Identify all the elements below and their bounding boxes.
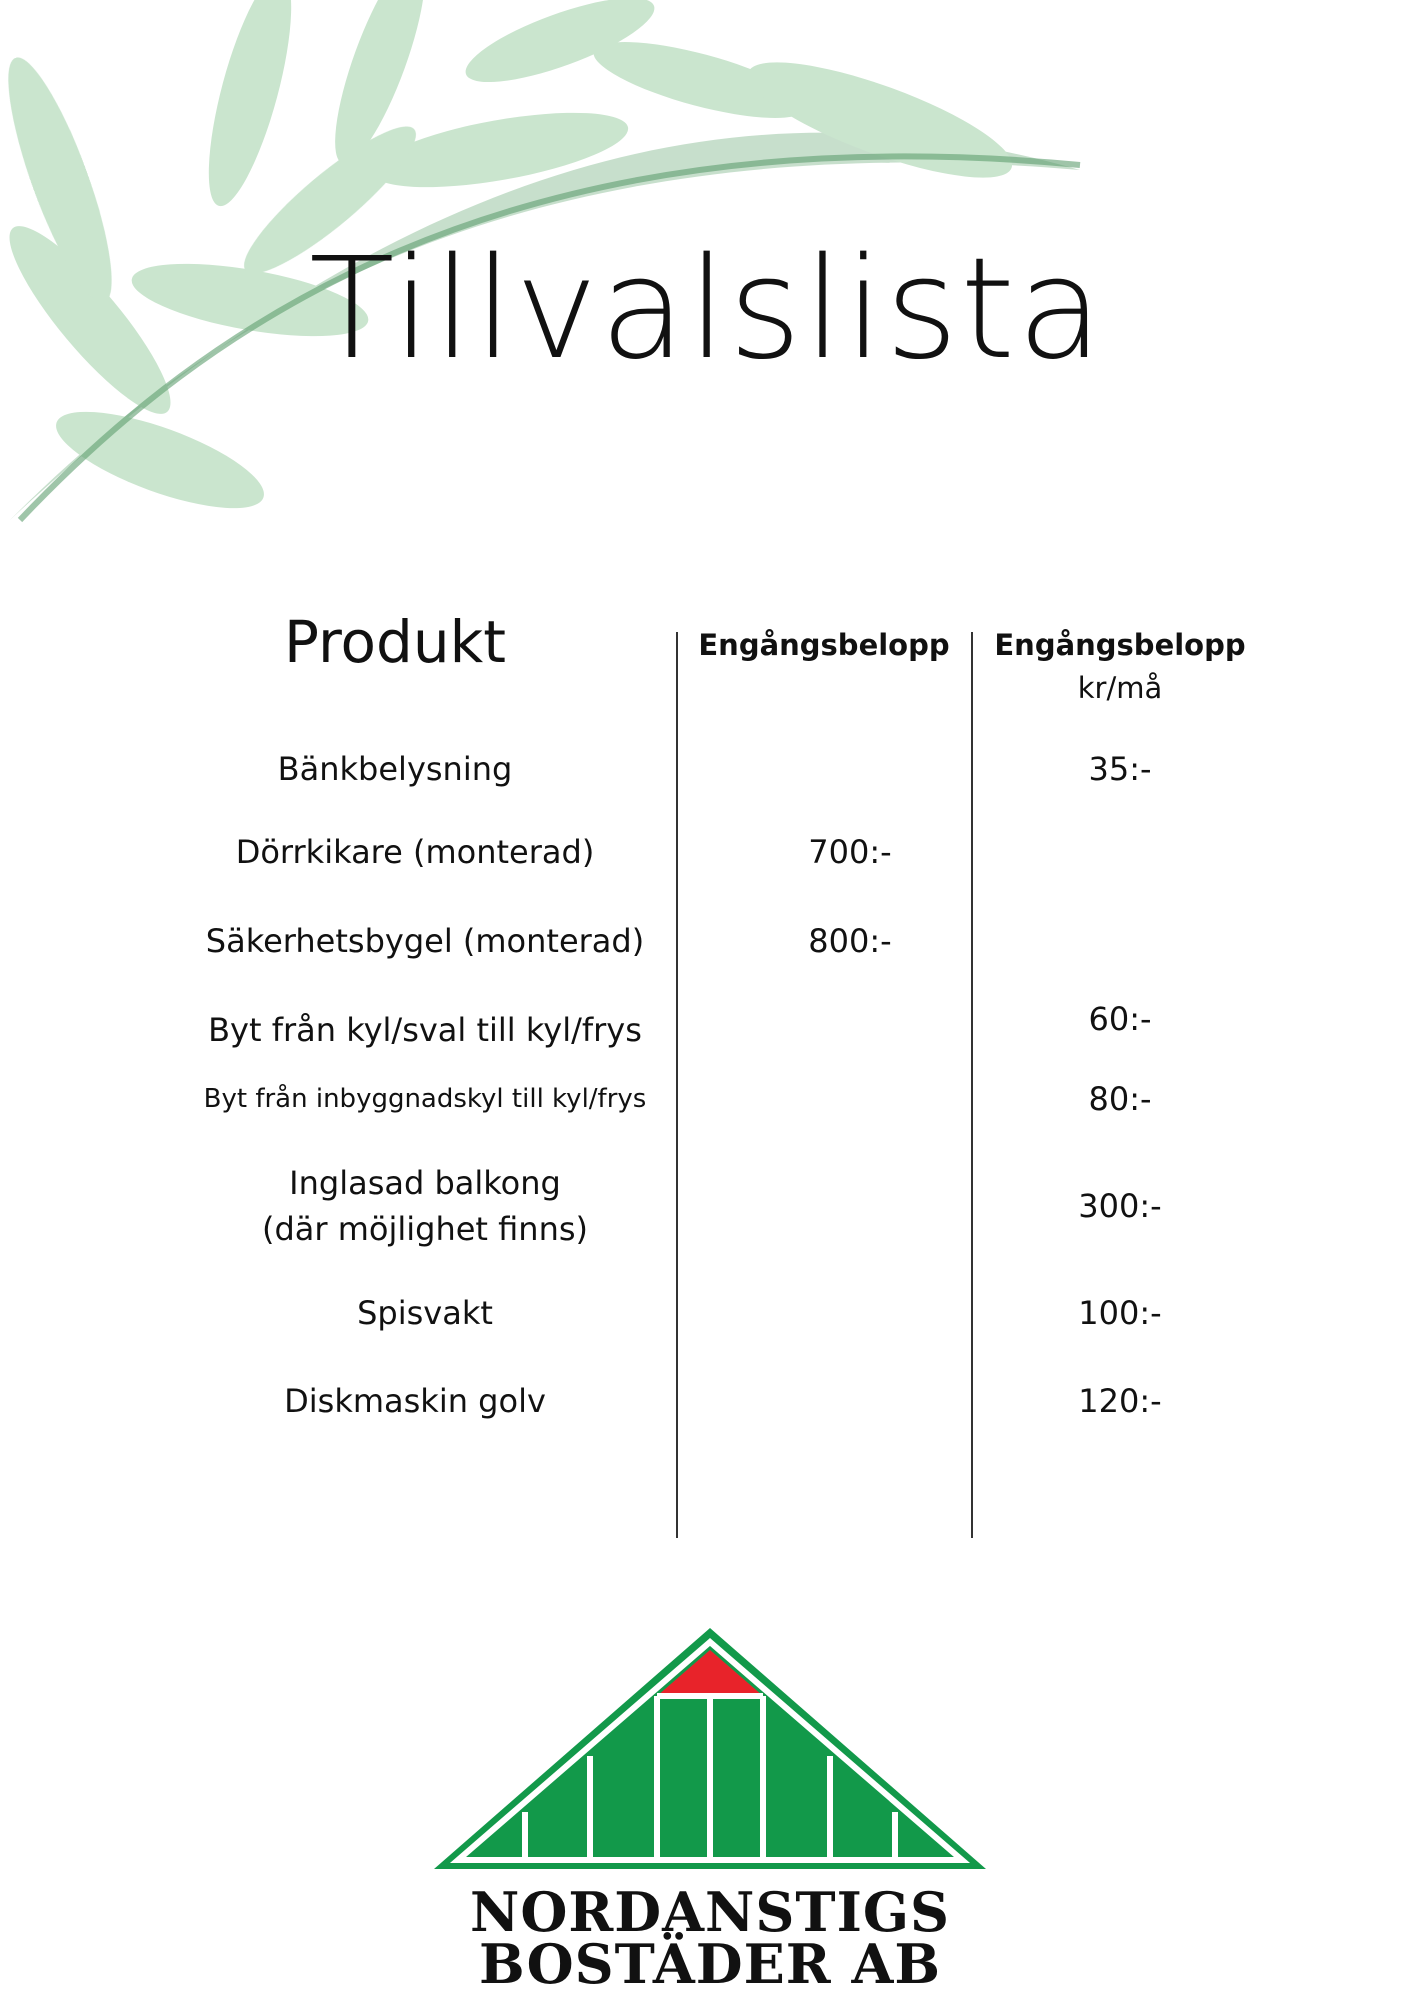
product-name: Säkerhetsbygel (monterad) [205, 922, 645, 960]
one-time-price: 700:- [808, 833, 892, 871]
monthly-price: 120:- [1078, 1382, 1162, 1420]
header-monthly-unit: kr/må [1077, 671, 1163, 705]
header-one-time: Engångsbelopp [698, 628, 950, 662]
column-divider [971, 632, 973, 1538]
product-name: Dörrkikare (monterad) [235, 833, 595, 871]
product-name: Inglasad balkong [289, 1164, 561, 1202]
header-product: Produkt [284, 608, 506, 676]
monthly-price: 100:- [1078, 1294, 1162, 1332]
logo-text-line2: BOSTÄDER AB [478, 1932, 941, 1996]
product-name: Byt från kyl/sval till kyl/frys [208, 1011, 642, 1049]
product-name: Diskmaskin golv [284, 1382, 546, 1420]
product-name: Byt från inbyggnadskyl till kyl/frys [203, 1084, 647, 1114]
product-name: Bänkbelysning [277, 750, 513, 788]
monthly-price: 300:- [1078, 1187, 1162, 1225]
one-time-price: 800:- [808, 922, 892, 960]
monthly-price: 80:- [1088, 1080, 1152, 1118]
monthly-price: 35:- [1088, 750, 1152, 788]
column-divider [676, 632, 678, 1538]
header-monthly: Engångsbelopp [994, 628, 1246, 662]
page-title: Tillvalslista [309, 228, 1105, 391]
logo-text-line1: NORDANSTIGS [470, 1880, 950, 1944]
product-name-note: (där möjlighet finns) [261, 1210, 589, 1248]
monthly-price: 60:- [1088, 1000, 1152, 1038]
product-name: Spisvakt [357, 1294, 493, 1332]
